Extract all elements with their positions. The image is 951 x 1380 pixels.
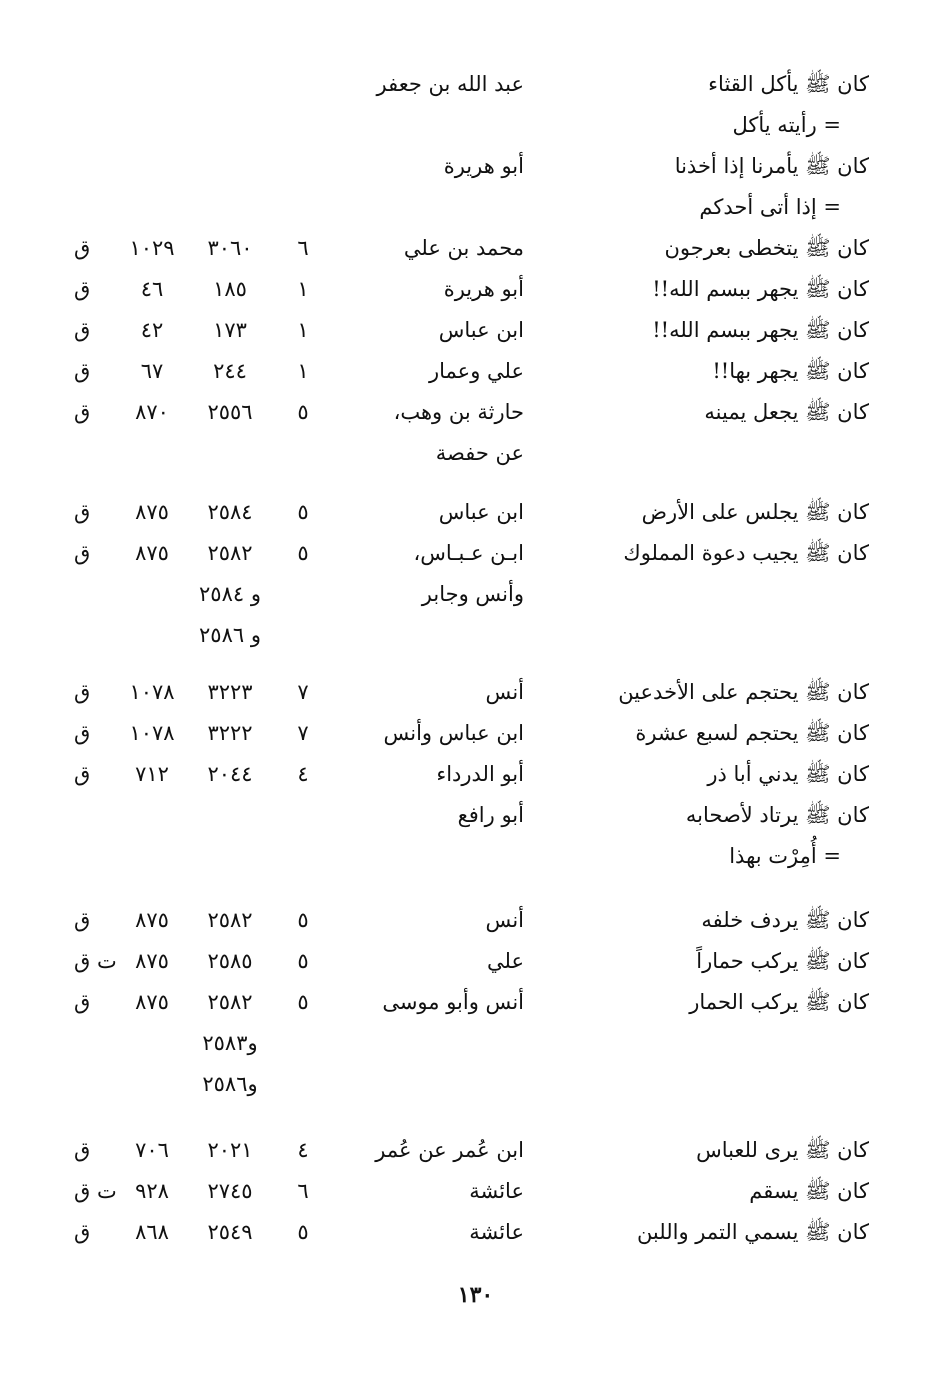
- hadith-text: كان ﷺ يجهر بها!!: [712, 359, 869, 383]
- narrator-name: أنس: [485, 680, 524, 704]
- source-code: ق: [74, 541, 91, 565]
- hadith-number: ٢٥٨٢: [207, 908, 253, 932]
- volume-number: ٥: [297, 1220, 309, 1244]
- page-reference: ٨٦٨: [135, 1220, 169, 1244]
- source-code: ق: [74, 762, 91, 786]
- narrator-name: محمد بن علي: [403, 236, 524, 260]
- page-reference: ٧١٢: [135, 762, 169, 786]
- hadith-text: كان ﷺ يرتاد لأصحابه: [685, 803, 869, 827]
- index-entry-row: [0, 574, 951, 615]
- extra-hadith-number: و٢٥٨٣: [202, 1031, 258, 1055]
- hadith-text: كان ﷺ يأكل القثاء: [708, 72, 869, 96]
- index-entry-row: [0, 941, 951, 982]
- index-entry-row: [0, 433, 951, 474]
- narrator-name: ابـن عـبـاس،: [413, 541, 524, 565]
- volume-number: ٥: [297, 908, 309, 932]
- narrator-name: عبد الله بن جعفر: [376, 72, 524, 96]
- hadith-text: كان ﷺ يجهر ببسم الله!!: [652, 277, 869, 301]
- cross-reference: = رأيته يأكل: [732, 113, 841, 137]
- volume-number: ٥: [297, 949, 309, 973]
- volume-number: ٥: [297, 500, 309, 524]
- volume-number: ١: [297, 359, 309, 383]
- index-entry-row: [0, 1064, 951, 1105]
- hadith-number: ٢٠٢١: [207, 1138, 253, 1162]
- narrator-name: ابن عباس: [438, 318, 524, 342]
- page-reference: ٨٧٥: [135, 908, 169, 932]
- hadith-number: ٣٠٦٠: [207, 236, 253, 260]
- narrator-name: أنس: [485, 908, 524, 932]
- hadith-text: كان ﷺ يسمي التمر واللبن: [636, 1220, 869, 1244]
- index-entry-row: [0, 533, 951, 574]
- volume-number: ٥: [297, 400, 309, 424]
- cross-reference: = أُمِرْت بهذا: [729, 844, 841, 868]
- hadith-text: كان ﷺ يتخطى بعرجون: [664, 236, 869, 260]
- index-entry-row: [0, 228, 951, 269]
- index-entry-row: [0, 1212, 951, 1253]
- index-entry-row: [0, 269, 951, 310]
- narrator-name: عائشة: [469, 1220, 524, 1244]
- hadith-text: كان ﷺ يجلس على الأرض: [641, 500, 869, 524]
- index-entry-row: [0, 836, 951, 877]
- hadith-text: كان ﷺ يركب حماراً: [696, 949, 869, 973]
- source-code: ق: [74, 318, 91, 342]
- volume-number: ٧: [297, 680, 309, 704]
- source-code: ق: [74, 236, 91, 260]
- page-reference: ١٠٧٨: [129, 721, 175, 745]
- hadith-number: ٢٧٤٥: [207, 1179, 253, 1203]
- index-entry-row: [0, 1130, 951, 1171]
- narrator-name: ابن عباس وأنس: [383, 721, 524, 745]
- hadith-number: ٢٥٨٢: [207, 990, 253, 1014]
- index-entry-row: [0, 795, 951, 836]
- hadith-number: ٢٥٤٩: [207, 1220, 253, 1244]
- index-entry-row: [0, 310, 951, 351]
- hadith-text: كان ﷺ يدني أبا ذر: [707, 762, 869, 786]
- extra-hadith-number: و ٢٥٨٤: [199, 582, 261, 606]
- page-reference: ١٠٢٩: [129, 236, 175, 260]
- source-code: ق: [74, 990, 91, 1014]
- cross-reference: = إذا أتى أحدكم: [699, 195, 841, 219]
- narrator-name: أبو الدرداء: [436, 762, 524, 786]
- extra-hadith-number: و٢٥٨٦: [202, 1072, 258, 1096]
- hadith-text: كان ﷺ يحتجم على الأخدعين: [618, 680, 869, 704]
- hadith-number: ٣٢٢٢: [207, 721, 253, 745]
- page-reference: ٨٧٥: [135, 949, 169, 973]
- volume-number: ٤: [297, 762, 309, 786]
- source-code: ق: [74, 277, 91, 301]
- narrator-name: حارثة بن وهب،: [393, 400, 524, 424]
- page-reference: ٧٠٦: [135, 1138, 169, 1162]
- narrator-name: ابن عُمر عن عُمر: [375, 1138, 524, 1162]
- source-code: ق: [74, 400, 91, 424]
- hadith-text: كان ﷺ يجهر ببسم الله!!: [652, 318, 869, 342]
- hadith-number: ٢٥٨٤: [207, 500, 253, 524]
- hadith-number: ٣٢٢٣: [207, 680, 253, 704]
- index-entry-row: [0, 64, 951, 105]
- narrator-name: أنس وأبو موسى: [382, 990, 524, 1014]
- hadith-number: ٢٤٤: [213, 359, 247, 383]
- index-entry-row: [0, 672, 951, 713]
- page-number: ١٣٠: [457, 1282, 494, 1308]
- source-code: ت ق: [74, 949, 117, 973]
- volume-number: ٧: [297, 721, 309, 745]
- source-code: ق: [74, 1138, 91, 1162]
- page-reference: ٤٢: [140, 318, 164, 342]
- narrator-name: أبو رافع: [457, 803, 524, 827]
- source-code: ق: [74, 359, 91, 383]
- extra-hadith-number: و ٢٥٨٦: [199, 623, 261, 647]
- volume-number: ١: [297, 277, 309, 301]
- hadith-number: ١٧٣: [213, 318, 247, 342]
- index-entry-row: [0, 982, 951, 1023]
- hadith-number: ٢٥٨٢: [207, 541, 253, 565]
- index-entry-row: [0, 105, 951, 146]
- page-reference: ٩٢٨: [135, 1179, 169, 1203]
- index-entry-row: [0, 615, 951, 656]
- index-entry-row: [0, 754, 951, 795]
- narrator-name: علي وعمار: [428, 359, 524, 383]
- index-entry-row: [0, 900, 951, 941]
- page-reference: ٨٧٥: [135, 990, 169, 1014]
- volume-number: ٦: [297, 236, 309, 260]
- narrator-name: ابن عباس: [438, 500, 524, 524]
- page-reference: ٤٦: [140, 277, 164, 301]
- source-code: ق: [74, 721, 91, 745]
- volume-number: ٥: [297, 541, 309, 565]
- hadith-text: كان ﷺ يرى للعباس: [696, 1138, 869, 1162]
- hadith-number: ٢٥٥٦: [207, 400, 253, 424]
- narrator-name: أبو هريرة: [443, 154, 524, 178]
- index-entry-row: [0, 713, 951, 754]
- hadith-text: كان ﷺ يحتجم لسبع عشرة: [635, 721, 869, 745]
- hadith-number: ٢٠٤٤: [207, 762, 253, 786]
- page-reference: ٨٧٠: [135, 400, 169, 424]
- page-reference: ٨٧٥: [135, 541, 169, 565]
- volume-number: ٥: [297, 990, 309, 1014]
- hadith-number: ٢٥٨٥: [207, 949, 253, 973]
- hadith-text: كان ﷺ يجعل يمينه: [704, 400, 869, 424]
- hadith-text: كان ﷺ يردف خلفه: [701, 908, 869, 932]
- source-code: ق: [74, 908, 91, 932]
- page-reference: ٨٧٥: [135, 500, 169, 524]
- volume-number: ١: [297, 318, 309, 342]
- index-entry-row: [0, 1171, 951, 1212]
- narrator-name: وأنس وجابر: [421, 582, 524, 606]
- hadith-text: كان ﷺ يأمرنا إذا أخذنا: [674, 154, 869, 178]
- narrator-name: أبو هريرة: [443, 277, 524, 301]
- volume-number: ٦: [297, 1179, 309, 1203]
- index-entry-row: [0, 492, 951, 533]
- narrator-name: علي: [487, 949, 524, 973]
- hadith-number: ١٨٥: [213, 277, 247, 301]
- page-reference: ٦٧: [140, 359, 164, 383]
- index-entry-row: [0, 187, 951, 228]
- index-entry-row: [0, 351, 951, 392]
- source-code: ق: [74, 680, 91, 704]
- page-reference: ١٠٧٨: [129, 680, 175, 704]
- volume-number: ٤: [297, 1138, 309, 1162]
- source-code: ق: [74, 500, 91, 524]
- narrator-name: عائشة: [469, 1179, 524, 1203]
- narrator-name: عن حفصة: [435, 441, 524, 465]
- hadith-text: كان ﷺ يسقم: [749, 1179, 869, 1203]
- source-code: ت ق: [74, 1179, 117, 1203]
- hadith-text: كان ﷺ يجيب دعوة المملوك: [623, 541, 869, 565]
- source-code: ق: [74, 1220, 91, 1244]
- index-entry-row: [0, 1023, 951, 1064]
- hadith-text: كان ﷺ يركب الحمار: [689, 990, 869, 1014]
- index-entry-row: [0, 146, 951, 187]
- index-entry-row: [0, 392, 951, 433]
